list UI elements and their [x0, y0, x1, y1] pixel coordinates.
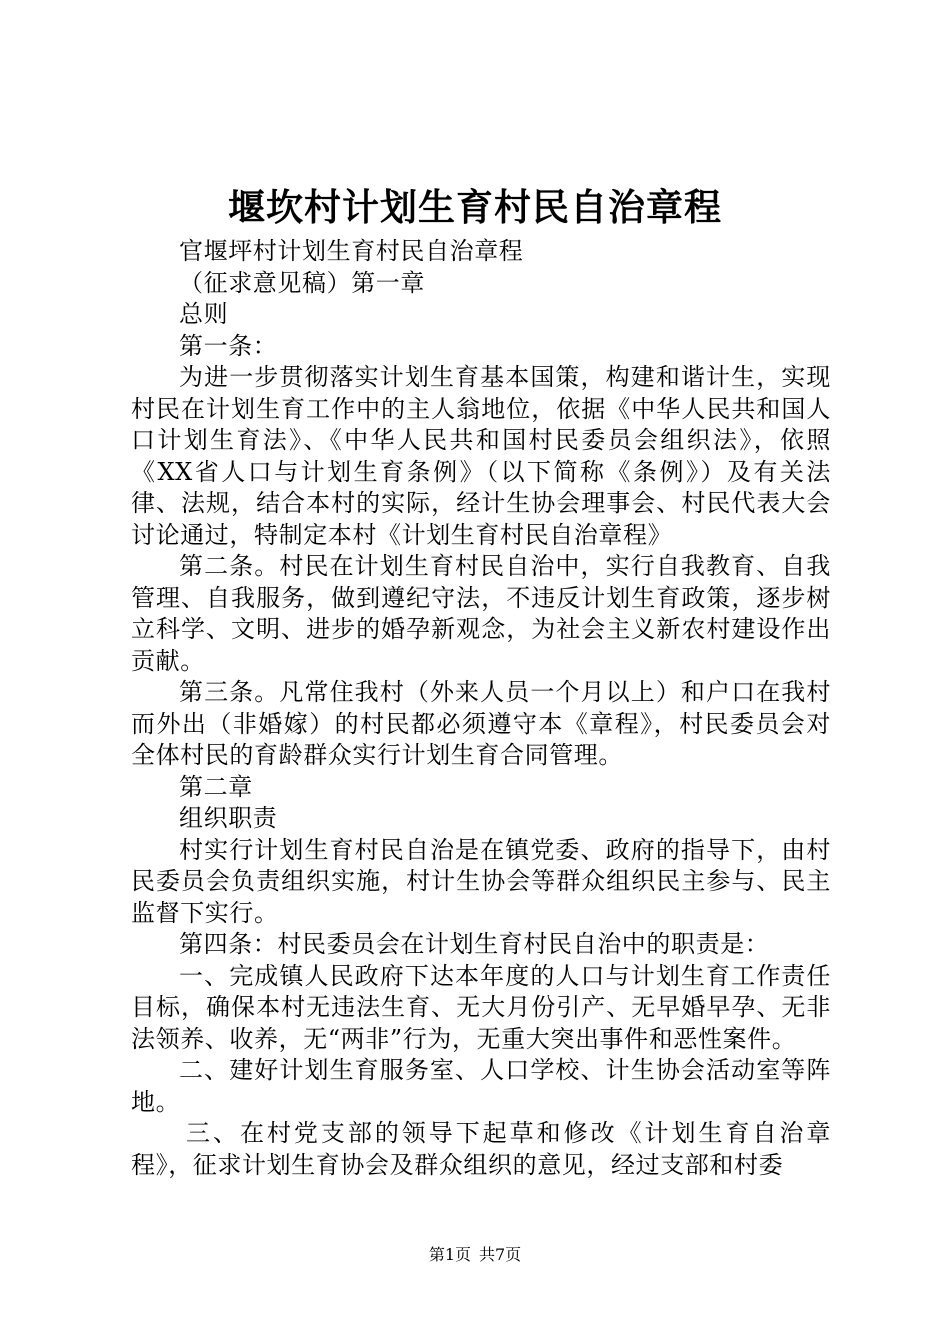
paragraph-chapter-2-heading: 第二章 [179, 772, 253, 801]
document-title: 堰坎村计划生育村民自治章程 [228, 186, 722, 229]
page-footer [0, 1244, 950, 1266]
page-number: 第1页 [428, 1245, 471, 1264]
paragraph-chapter-heading: 总则 [179, 300, 229, 328]
paragraph-article-1-body: 为进一步贯彻落实计划生育基本国策，构建和谐计生，实现村民在计划生育工作中的主人翁地位，依据《中华人民共和国人口计划生育法》、《中华人民共和国村民委员会组织法》，依照《XX省人口与计划生育条例》（以下简称《条例》）及有关法律、法规，结合本村的实际，经计生协会理事会、村民代表大会讨论通过，特制定本村《计划生育村民自治章程》 [131, 363, 831, 549]
paragraph-organization: 村实行计划生育村民自治是在镇党委、政府的指导下，由村民委员会负责组织实施，村计生协会等群众组织民主参与、民主监督下实行。 [131, 835, 831, 927]
paragraph-subtitle: 官堰坪村计划生育村民自治章程 [179, 237, 524, 265]
paragraph-duty-3: 三、在村党支部的领导下起草和修改《计划生育自治章程》，征求计划生育协会及群众组织的意见，经过支部和村委 [131, 1119, 831, 1179]
paragraph-article-3: 第三条。凡常住我村（外来人员一个月以上）和户口在我村而外出（非婚嫁）的村民都必须遵守本《章程》，村民委员会对全体村民的育龄群众实行计划生育合同管理。 [131, 678, 831, 769]
paragraph-section-heading: 组织职责 [179, 804, 278, 832]
paragraph-duty-1: 一、完成镇人民政府下达本年度的人口与计划生育工作责任目标，确保本村无违法生育、无大月份引产、无早婚早孕、无非法领养、收养，无“两非”行为，无重大突出事件和恶性案件。 [131, 961, 831, 1053]
paragraph-article-2: 第二条。村民在计划生育村民自治中，实行自我教育、自我管理、自我服务，做到遵纪守法，不违反计划生育政策，逐步树立科学、文明、进步的婚孕新观念，为社会主义新农村建设作出贡献。 [131, 552, 831, 675]
paragraph-article-1-heading: 第一条： [179, 331, 278, 360]
paragraph-draft-note: （征求意见稿）第一章 [179, 268, 425, 297]
paragraph-article-4-heading: 第四条：村民委员会在计划生育村民自治中的职责是： [179, 930, 770, 958]
paragraph-duty-2: 二、建好计划生育服务室、人口学校、计生协会活动室等阵地。 [131, 1056, 831, 1116]
page-total: 共7页 [479, 1245, 522, 1264]
document-body [131, 236, 831, 1181]
